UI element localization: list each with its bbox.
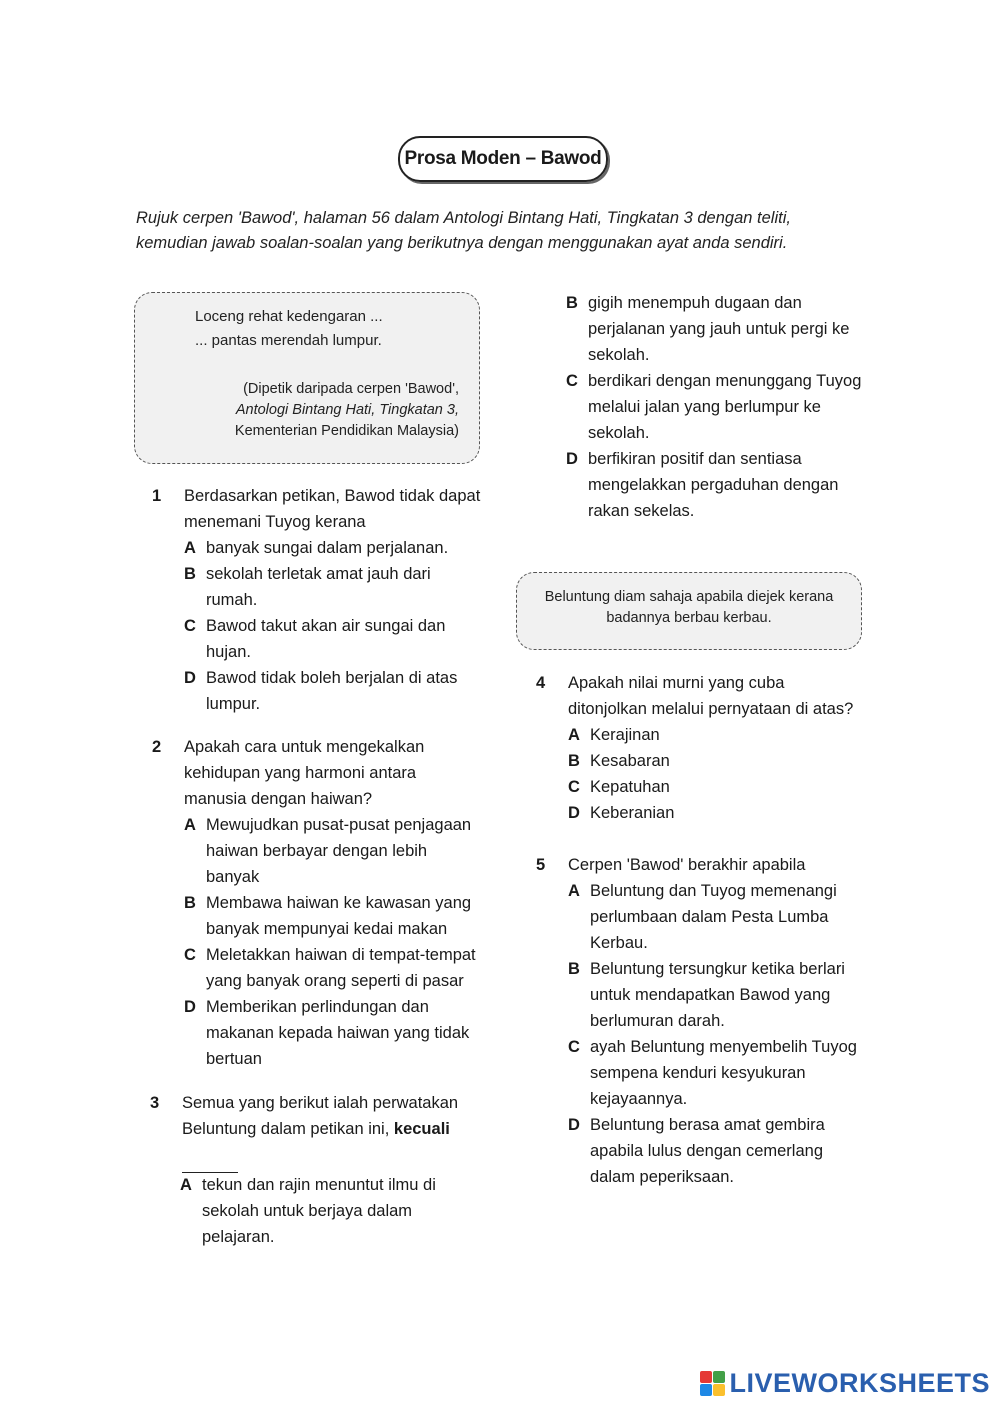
option-letter: C (184, 946, 196, 964)
option-text: Beluntung dan Tuyog memenangi perlumbaan dalam Pesta Lumba Kerbau. (590, 882, 837, 952)
page-title: Prosa Moden – Bawod (398, 136, 608, 182)
question-3-options-left (180, 1172, 480, 1250)
option-text: berfikiran positif dan sentiasa mengelakkan pergaduhan dengan rakan sekelas. (588, 450, 839, 520)
option-letter: D (568, 1116, 580, 1134)
option-letter: D (184, 669, 196, 687)
option-d[interactable] (184, 994, 482, 1072)
option-text: ayah Beluntung menyembelih Tuyog sempena kenduri kesyukuran kejayaannya. (590, 1038, 857, 1108)
excerpt-source (235, 379, 459, 442)
logo-square (700, 1384, 712, 1396)
option-text: Beluntung tersungkur ketika berlari untuk mendapatkan Bawod yang berlumuran darah. (590, 960, 845, 1030)
option-letter: D (566, 450, 578, 468)
brand-name: LIVEWORKSHEETS (729, 1368, 990, 1398)
option-letter: D (184, 998, 196, 1016)
logo-square (713, 1371, 725, 1383)
option-text: Mewujudkan pusat-pusat penjagaan haiwan berbayar dengan lebih banyak (206, 816, 472, 886)
option-letter: B (184, 565, 196, 583)
excerpt-box-1 (134, 292, 480, 464)
option-b[interactable] (568, 956, 866, 1034)
option-letter: C (184, 617, 196, 635)
option-b[interactable] (184, 561, 482, 613)
option-text: Membawa haiwan ke kawasan yang banyak mempunyai kedai makan (206, 894, 472, 938)
option-c[interactable] (568, 774, 866, 800)
question-stem-emphasis: kecuali (393, 1120, 450, 1138)
option-text: gigih menempuh dugaan dan perjalanan yang jauh untuk pergi ke sekolah. (588, 294, 850, 364)
instruction-text: Rujuk cerpen 'Bawod', halaman 56 dalam Antologi Bintang Hati, Tingkatan 3 dengan teliti, kemudian jawab soalan-soalan yang berikutnya dengan menggunakan ayat anda sendiri. (136, 209, 791, 252)
option-c[interactable] (568, 1034, 866, 1112)
excerpt2-line-1: Beluntung diam sahaja apabila diejek kerana (544, 589, 834, 605)
option-a[interactable] (180, 1172, 480, 1250)
question-stem: Berdasarkan petikan, Bawod tidak dapat menemani Tuyog kerana (184, 487, 481, 531)
question-number: 5 (536, 856, 546, 874)
option-a[interactable] (568, 722, 866, 748)
option-d[interactable] (566, 446, 866, 524)
option-text: Memberikan perlindungan dan makanan kepada haiwan yang tidak bertuan (206, 998, 470, 1068)
option-text: Meletakkan haiwan di tempat-tempat yang banyak orang seperti di pasar (206, 946, 476, 990)
option-text: banyak sungai dalam perjalanan. (206, 539, 449, 557)
option-b[interactable] (568, 748, 866, 774)
option-letter: C (566, 372, 578, 390)
answer-blank (182, 1146, 238, 1173)
excerpt2-line-2: badannya berbau kerbau. (606, 610, 772, 626)
excerpt-line-2: ... pantas merendah lumpur. (195, 332, 382, 349)
option-text: berdikari dengan menunggang Tuyog melalui jalan yang berlumpur ke sekolah. (588, 372, 862, 442)
option-letter: A (184, 816, 196, 834)
option-letter: A (184, 539, 196, 557)
option-letter: B (566, 294, 578, 312)
option-c[interactable] (184, 613, 482, 665)
logo-square (700, 1371, 712, 1383)
option-letter: D (568, 804, 580, 822)
question-2 (152, 734, 482, 1072)
option-d[interactable] (568, 800, 866, 826)
option-text: Keberanian (590, 804, 675, 822)
option-a[interactable] (568, 878, 866, 956)
option-text: Kerajinan (590, 726, 660, 744)
question-stem: Apakah cara untuk mengekalkan kehidupan yang harmoni antara manusia dengan haiwan? (184, 738, 425, 808)
option-letter: A (568, 882, 580, 900)
question-stem-text: Semua yang berikut ialah perwatakan Beluntung dalam petikan ini, (182, 1094, 459, 1138)
question-number: 4 (536, 674, 546, 692)
question-stem: Apakah nilai murni yang cuba ditonjolkan melalui pernyataan di atas? (568, 674, 854, 718)
question-number: 3 (150, 1094, 160, 1112)
question-stem: Cerpen 'Bawod' berakhir apabila (568, 856, 806, 874)
option-letter: C (568, 1038, 580, 1056)
excerpt-box-2 (516, 572, 862, 650)
question-1 (152, 483, 482, 717)
excerpt-source-line-3: Kementerian Pendidikan Malaysia) (234, 423, 459, 439)
logo-grid-icon (700, 1371, 725, 1396)
option-a[interactable] (184, 535, 482, 561)
question-4 (536, 670, 866, 826)
logo-square (713, 1384, 725, 1396)
option-d[interactable] (184, 665, 482, 717)
question-number: 1 (152, 487, 162, 505)
option-letter: B (568, 752, 580, 770)
option-b[interactable] (566, 290, 866, 368)
option-letter: C (568, 778, 580, 796)
option-a[interactable] (184, 812, 482, 890)
option-letter: A (180, 1176, 192, 1194)
option-c[interactable] (184, 942, 482, 994)
question-3-options-right (566, 290, 866, 524)
option-text: tekun dan rajin menuntut ilmu di sekolah untuk berjaya dalam pelajaran. (202, 1176, 436, 1246)
option-text: sekolah terletak amat jauh dari rumah. (206, 565, 431, 609)
question-stem (182, 1090, 480, 1142)
option-text: Kepatuhan (590, 778, 670, 796)
option-text: Bawod takut akan air sungai dan hujan. (206, 617, 446, 661)
excerpt-line-1: Loceng rehat kedengaran ... (195, 308, 383, 325)
option-c[interactable] (566, 368, 866, 446)
option-d[interactable] (568, 1112, 866, 1190)
option-letter: A (568, 726, 580, 744)
liveworksheets-logo (700, 1368, 990, 1399)
option-text: Beluntung berasa amat gembira apabila lulus dengan cemerlang dalam peperiksaan. (590, 1116, 825, 1186)
option-letter: B (568, 960, 580, 978)
question-5 (536, 852, 866, 1190)
excerpt-source-line-1: (Dipetik daripada cerpen 'Bawod', (243, 381, 459, 397)
excerpt-source-line-2: Antologi Bintang Hati, Tingkatan 3, (235, 402, 459, 418)
option-b[interactable] (184, 890, 482, 942)
option-text: Bawod tidak boleh berjalan di atas lumpur. (206, 669, 458, 713)
question-number: 2 (152, 738, 162, 756)
option-letter: B (184, 894, 196, 912)
question-3 (150, 1090, 480, 1177)
option-text: Kesabaran (590, 752, 670, 770)
